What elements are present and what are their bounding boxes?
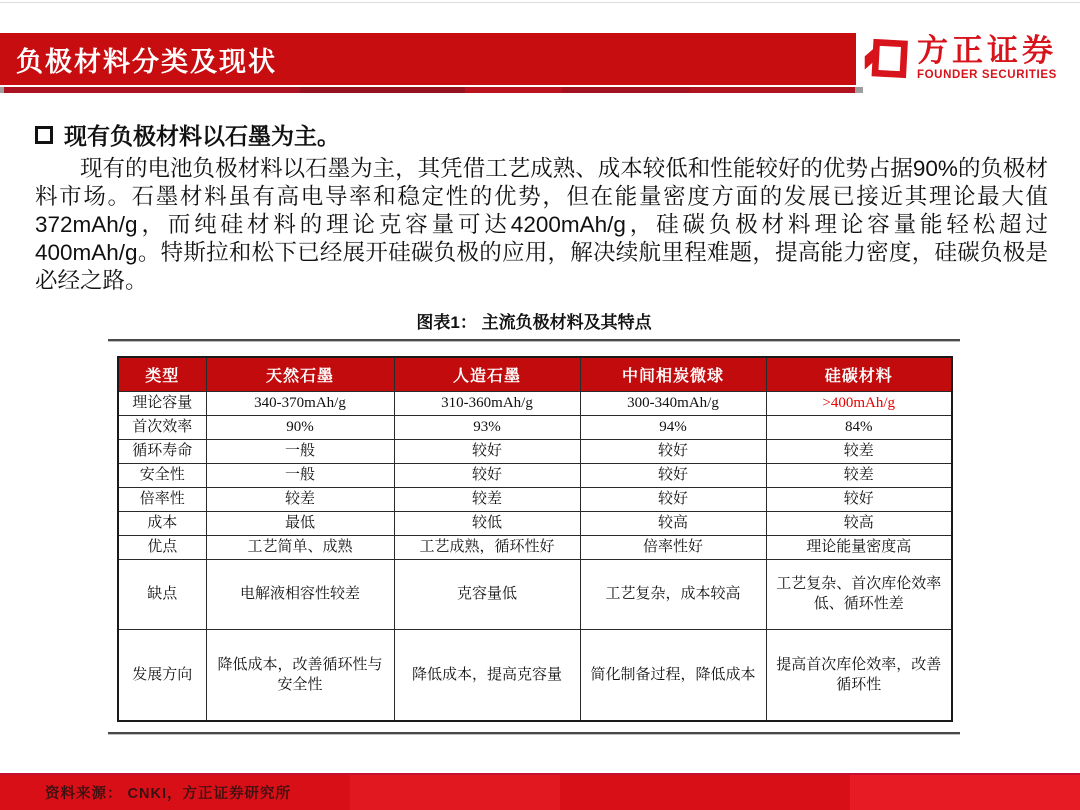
row-label: 安全性 bbox=[118, 463, 206, 487]
cell: 较低 bbox=[394, 511, 580, 535]
cell: 较好 bbox=[580, 463, 766, 487]
founder-cube-icon bbox=[864, 34, 908, 86]
cell: 较差 bbox=[394, 487, 580, 511]
column-header: 中间相炭微球 bbox=[580, 357, 766, 391]
cell: 较好 bbox=[580, 439, 766, 463]
row-label: 首次效率 bbox=[118, 415, 206, 439]
column-header: 人造石墨 bbox=[394, 357, 580, 391]
row-label: 成本 bbox=[118, 511, 206, 535]
table-row bbox=[118, 439, 952, 463]
cell: 较好 bbox=[394, 463, 580, 487]
table-row bbox=[118, 535, 952, 559]
cell: 90% bbox=[206, 415, 394, 439]
table-row bbox=[118, 463, 952, 487]
footer-bar bbox=[0, 773, 1080, 810]
table-row bbox=[118, 511, 952, 535]
row-label: 循环寿命 bbox=[118, 439, 206, 463]
cell-highlight: >400mAh/g bbox=[766, 391, 952, 415]
table-row bbox=[118, 415, 952, 439]
square-bullet-icon bbox=[35, 126, 53, 144]
cell: 工艺复杂，成本较高 bbox=[580, 559, 766, 629]
figure-bottom-rule bbox=[108, 732, 960, 735]
figure-caption: 图表1： 主流负极材料及其特点 bbox=[416, 313, 652, 332]
page-title: 负极材料分类及现状 bbox=[16, 46, 277, 77]
table-row bbox=[118, 391, 952, 415]
column-header: 类型 bbox=[118, 357, 206, 391]
table-row bbox=[118, 487, 952, 511]
cell: 一般 bbox=[206, 463, 394, 487]
brand-name-cn: 方正证券 bbox=[917, 33, 1057, 68]
header-stripe bbox=[0, 87, 863, 93]
row-label: 优点 bbox=[118, 535, 206, 559]
column-header: 天然石墨 bbox=[206, 357, 394, 391]
cell: 降低成本，改善循环性与安全性 bbox=[206, 629, 394, 721]
cell: 较高 bbox=[580, 511, 766, 535]
cell: 工艺简单、成熟 bbox=[206, 535, 394, 559]
body-paragraph: 现有的电池负极材料以石墨为主，其凭借工艺成熟、成本较低和性能较好的优势占据90%的负极材料市场。石墨材料虽有高电导率和稳定性的优势，但在能量密度方面的发展已接近其理论最大值372mAh/g，而纯硅材料的理论克容量可达4200mAh/g，硅碳负极材料理论容量能轻松超过400mAh/g。特斯拉和松下已经展开硅碳负极的应用，解决续航里程难题，提高能力密度，硅碳负极是必经之路。 bbox=[35, 156, 1048, 293]
cell: 克容量低 bbox=[394, 559, 580, 629]
cell: 较差 bbox=[206, 487, 394, 511]
table-header bbox=[118, 357, 952, 391]
cell: 工艺成熟，循环性好 bbox=[394, 535, 580, 559]
anode-materials-table bbox=[117, 356, 953, 722]
cell: 降低成本，提高克容量 bbox=[394, 629, 580, 721]
cell: 94% bbox=[580, 415, 766, 439]
row-label: 倍率性 bbox=[118, 487, 206, 511]
cell: 倍率性好 bbox=[580, 535, 766, 559]
section-heading bbox=[35, 118, 1048, 151]
top-divider bbox=[0, 2, 1080, 3]
table-header-row bbox=[118, 357, 952, 391]
column-header: 硅碳材料 bbox=[766, 357, 952, 391]
cell: 较好 bbox=[766, 487, 952, 511]
content-area bbox=[35, 118, 1048, 735]
cell: 较好 bbox=[580, 487, 766, 511]
header-bar bbox=[0, 33, 856, 85]
table-body bbox=[118, 391, 952, 721]
source-note: 资料来源： CNKI，方正证券研究所 bbox=[45, 786, 291, 802]
cell: 一般 bbox=[206, 439, 394, 463]
cell: 理论能量密度高 bbox=[766, 535, 952, 559]
brand-logo bbox=[864, 34, 1057, 86]
figure-top-rule bbox=[108, 339, 960, 342]
brand-name-en: FOUNDER SECURITIES bbox=[917, 69, 1057, 82]
cell: 较高 bbox=[766, 511, 952, 535]
table-row bbox=[118, 559, 952, 629]
cell: 340-370mAh/g bbox=[206, 391, 394, 415]
brand-text bbox=[917, 34, 1057, 81]
cell: 工艺复杂、首次库伦效率低、循环性差 bbox=[766, 559, 952, 629]
row-label: 发展方向 bbox=[118, 629, 206, 721]
section-heading-text: 现有负极材料以石墨为主。 bbox=[64, 123, 340, 149]
figure-block bbox=[108, 308, 960, 735]
cell: 310-360mAh/g bbox=[394, 391, 580, 415]
cell: 较差 bbox=[766, 439, 952, 463]
cell: 最低 bbox=[206, 511, 394, 535]
cell: 84% bbox=[766, 415, 952, 439]
cell: 较差 bbox=[766, 463, 952, 487]
table-row bbox=[118, 629, 952, 721]
row-label: 缺点 bbox=[118, 559, 206, 629]
cell: 93% bbox=[394, 415, 580, 439]
cell: 提高首次库伦效率，改善循环性 bbox=[766, 629, 952, 721]
row-label: 理论容量 bbox=[118, 391, 206, 415]
cell: 电解液相容性较差 bbox=[206, 559, 394, 629]
cell: 300-340mAh/g bbox=[580, 391, 766, 415]
cell: 较好 bbox=[394, 439, 580, 463]
cell: 简化制备过程，降低成本 bbox=[580, 629, 766, 721]
